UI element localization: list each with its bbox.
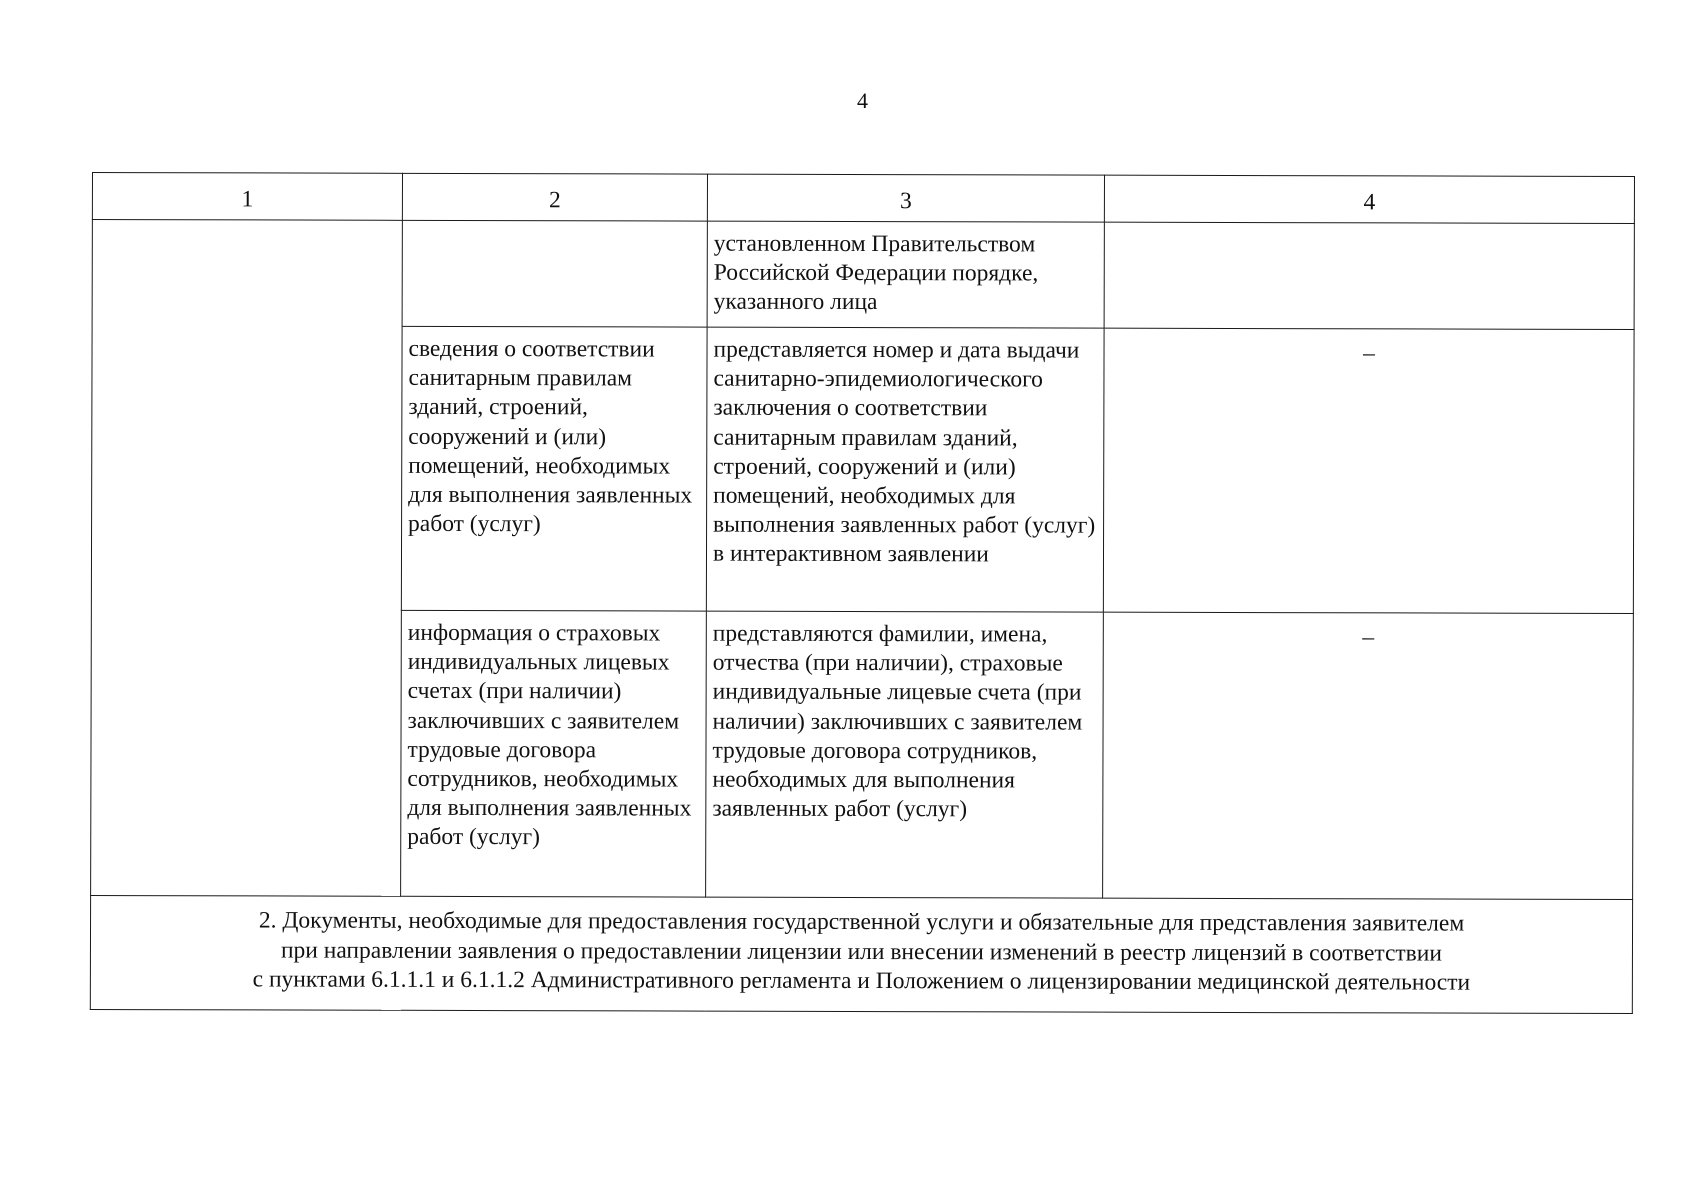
column-header-1: 1 bbox=[92, 173, 402, 221]
table-cell-col4 bbox=[1104, 222, 1634, 329]
table-cell-col3: представляется номер и дата выдачи санитарно-эпидемиологического заключения о соответствии санитарным правилам зданий, строений, сооружений и (или) помещений, необходимых для выполнения заявленных работ (услуг) в интерактивном заявлении bbox=[706, 327, 1104, 612]
table-row bbox=[92, 220, 1634, 330]
table-cell-col4-dash: – bbox=[1103, 612, 1634, 899]
merged-empty-cell-col1 bbox=[91, 220, 403, 897]
table-cell-col3: установленном Правительством Российской Федерации порядке, указанного лица bbox=[707, 221, 1104, 328]
table-cell-col2: сведения о соответствии санитарным правилам зданий, строений, сооружений и (или) помещений, необходимых для выполнения заявленных работ (услуг) bbox=[401, 326, 707, 611]
table-header-row bbox=[92, 173, 1634, 224]
table-cell-col2: информация о страховых индивидуальных лицевых счетах (при наличии) заключивших с заявителем трудовые договора сотрудников, необходимых для выполнения заявленных работ (услуг) bbox=[401, 610, 707, 897]
documents-table bbox=[90, 172, 1635, 1014]
table-cell-col3: представляются фамилии, имена, отчества (при наличии), страховые индивидуальные лицевые счета (при наличии) заключивших с заявителем трудовые договора сотрудников, необходимых для выполнения заявленных работ (услуг) bbox=[706, 611, 1104, 898]
column-header-3: 3 bbox=[707, 174, 1104, 222]
section-heading-line: 2. Документы, необходимые для предоставления государственной услуги и обязательные для представления заявителем bbox=[258, 907, 1465, 937]
column-header-4: 4 bbox=[1104, 175, 1634, 223]
column-header-2: 2 bbox=[402, 173, 707, 221]
section-heading-row bbox=[90, 895, 1632, 1013]
table-cell-col4-dash: – bbox=[1103, 328, 1634, 613]
section-heading-cell bbox=[90, 895, 1632, 1013]
section-heading-line: при направлении заявления о предоставлении лицензии или внесении изменений в реестр лицензий в соответствии bbox=[280, 936, 1442, 967]
section-heading-line: с пунктами 6.1.1.1 и 6.1.1.2 Административного регламента и Положением о лицензировании медицинской деятельности bbox=[252, 966, 1471, 996]
table-cell-col2 bbox=[402, 220, 707, 327]
page-number: 4 bbox=[857, 88, 868, 113]
